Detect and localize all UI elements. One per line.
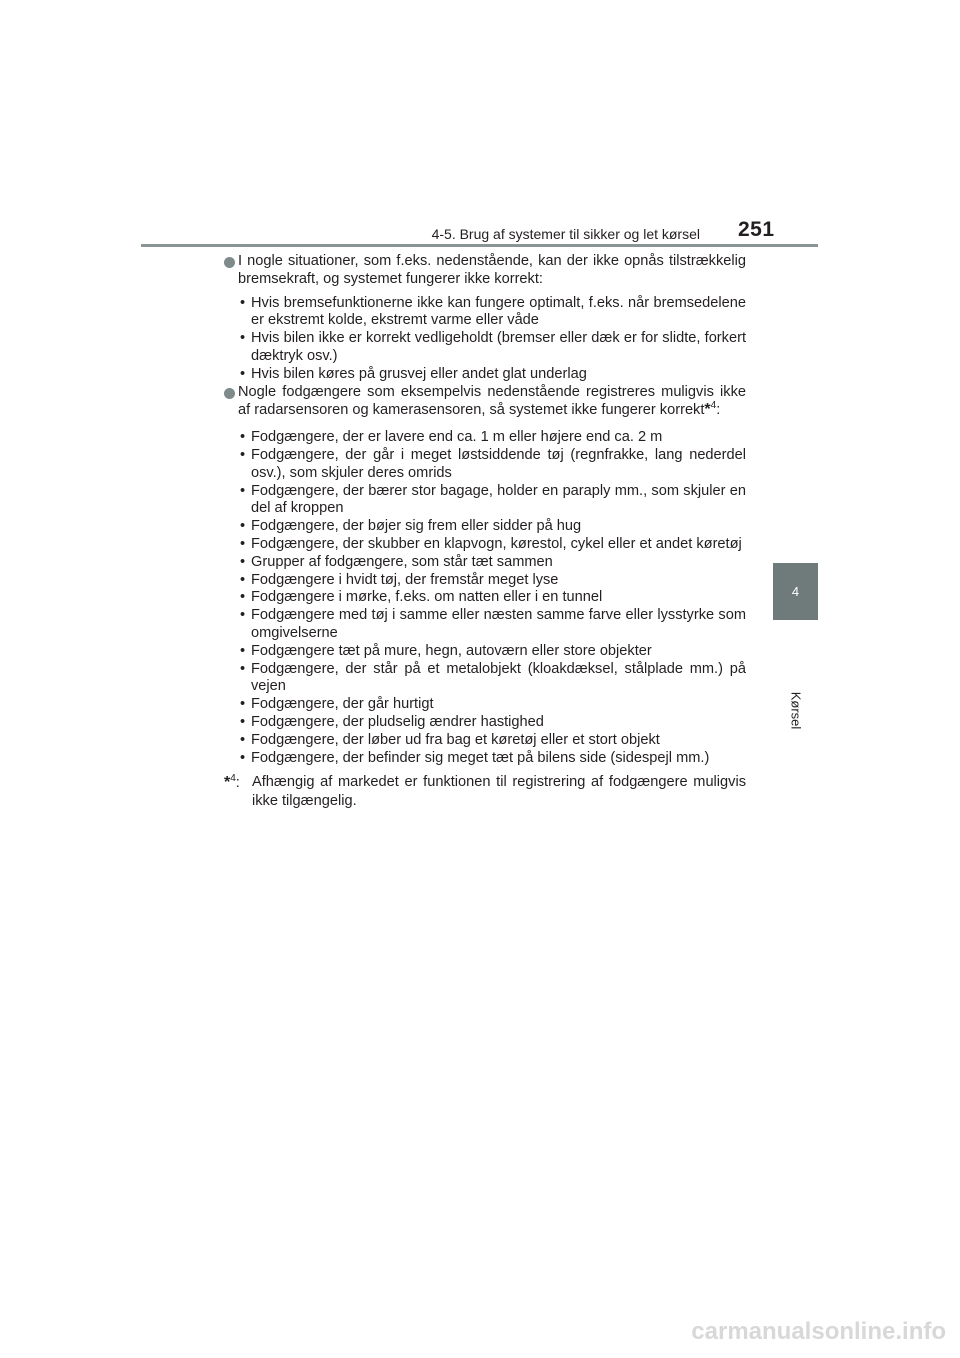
- list-item: • Fodgængere, der bærer stor bagage, holder en paraply mm., som skjuler en del af kroppen: [224, 483, 746, 519]
- list-item: • Fodgængere i mørke, f.eks. om natten eller i en tunnel: [224, 589, 746, 607]
- list-item: • Fodgængere i hvidt tøj, der fremstår meget lyse: [224, 572, 746, 590]
- section-title: 4-5. Brug af systemer til sikker og let kørsel: [431, 226, 700, 242]
- list-item: • Fodgængere, der befinder sig meget tæt på bilens side (sidespejl mm.): [224, 750, 746, 768]
- list-item: • Fodgængere, der er lavere end ca. 1 m eller højere end ca. 2 m: [224, 429, 746, 447]
- paragraph-braking: [224, 253, 746, 289]
- list-item: • Hvis bilen køres på grusvej eller andet glat underlag: [224, 366, 746, 384]
- list-item: • Hvis bilen ikke er korrekt vedligeholdt (bremser eller dæk er for slidte, forkert dæktryk osv.): [224, 330, 746, 366]
- chapter-number: 4: [791, 584, 800, 599]
- paragraph-text: Nogle fodgængere som eksempelvis nedenstående registreres muligvis ikke af radarsensoren og kamerasensoren, så systemet ikke fungerer korrekt: [238, 383, 746, 419]
- page-number: 251: [738, 218, 775, 241]
- footnote-ref-star: *: [704, 401, 711, 419]
- footnote-ref-number: 4: [710, 400, 717, 412]
- list-item: • Fodgængere, der står på et metalobjekt (kloakdæksel, stålplade mm.) på vejen: [224, 661, 746, 697]
- list-item: • Fodgængere, der går i meget løstsiddende tøj (regnfrakke, lang nederdel osv.), som skjuler deres omrids: [224, 447, 746, 483]
- list-item: • Fodgængere med tøj i samme eller næsten samme farve eller lysstyrke som omgivelserne: [224, 607, 746, 643]
- footnote: [224, 773, 746, 811]
- footnote-ref-colon: :: [716, 402, 721, 419]
- list-item: • Fodgængere tæt på mure, hegn, autoværn eller store objekter: [224, 643, 746, 661]
- braking-conditions-list: [224, 295, 746, 384]
- pedestrian-conditions-list: [224, 429, 746, 767]
- watermark: carmanualsonline.info: [691, 1318, 946, 1345]
- list-item: • Fodgængere, der går hurtigt: [224, 696, 746, 714]
- chapter-tab: [773, 563, 818, 620]
- list-item: • Fodgængere, der løber ud fra bag et køretøj eller et stort objekt: [224, 732, 746, 750]
- list-item: • Grupper af fodgængere, som står tæt sammen: [224, 554, 746, 572]
- paragraph-text: I nogle situationer, som f.eks. nedenstående, kan der ikke opnås tilstrækkelig bremsekraft, og systemet fungerer ikke korrekt:: [238, 253, 746, 287]
- footnote-marker: [224, 773, 240, 793]
- bullet-dot-icon: [224, 257, 235, 268]
- footnote-star: *: [224, 774, 231, 792]
- list-item: • Fodgængere, der skubber en klapvogn, kørestol, cykel eller et andet køretøj: [224, 536, 746, 554]
- list-item: • Fodgængere, der pludselig ændrer hastighed: [224, 714, 746, 732]
- footnote-number: 4: [230, 773, 236, 785]
- list-item: • Hvis bremsefunktionerne ikke kan fungere optimalt, f.eks. når bremsedelene er ekstremt kolde, ekstremt varme eller våde: [224, 295, 746, 331]
- list-item: • Fodgængere, der bøjer sig frem eller sidder på hug: [224, 518, 746, 536]
- paragraph-pedestrians: [224, 384, 746, 421]
- footnote-colon: :: [235, 775, 240, 792]
- chapter-label-container: [784, 670, 808, 750]
- page-content: [224, 253, 746, 811]
- chapter-label: Kørsel: [788, 691, 804, 729]
- bullet-dot-icon: [224, 388, 235, 399]
- footnote-text: Afhængig af markedet er funktionen til registrering af fodgængere muligvis ikke tilgængelig.: [252, 774, 746, 810]
- header-divider: [141, 244, 818, 247]
